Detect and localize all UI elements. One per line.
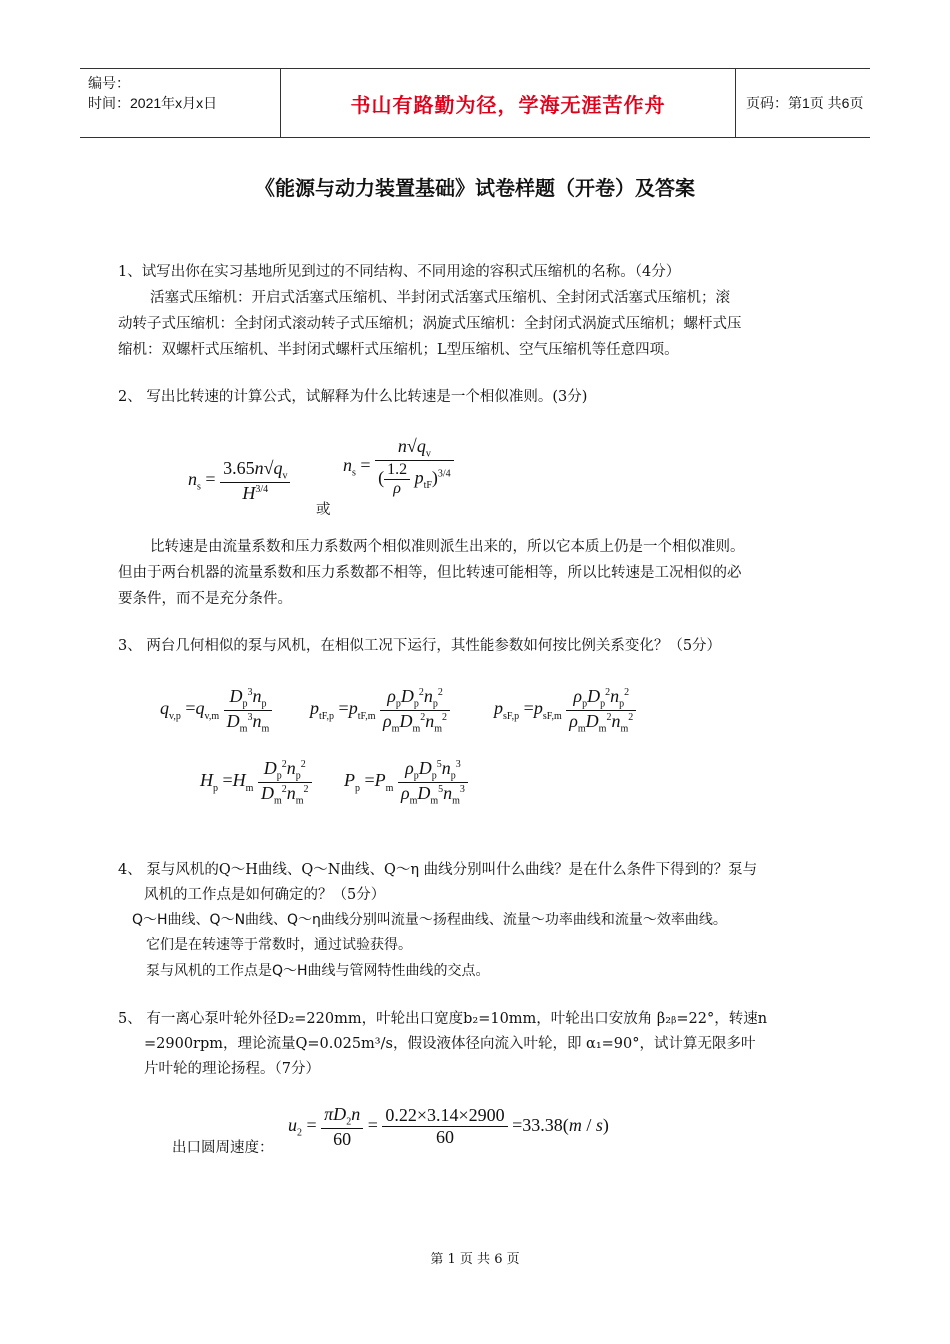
flow-similarity-formula: $q_{v,p} =q_{v,m}$ $\frac{D_p^3n_p}{D_m^3n_m}$ <box>160 686 272 734</box>
q2-question: 2、 写出比转速的计算公式，试解释为什么比转速是一个相似准则。(3分) <box>118 389 588 405</box>
q4-question-line1: 4、 泵与风机的Q～H曲线、Q～N曲线、Q～η 曲线分别叫什么曲线？是在什么条件下得到的？泵与 <box>118 862 758 878</box>
outlet-peripheral-speed-formula: $u_2$ = $\frac{\pi D_2n}{60}$ = $\frac{0.22\times 3.14\times 2900}{60}$ =33.38(m / s) <box>288 1104 609 1149</box>
motto: 书山有路勤为径，学海无涯苦作舟 <box>350 92 666 117</box>
total-pressure-similarity-formula: $p_{tF,p} =p_{tF,m}$ $\frac{\rho_pD_p^2n_p^2}{\rho_mD_m^2n_m^2}$ <box>310 686 450 734</box>
page-header <box>80 68 870 138</box>
power-similarity-formula: $P_p =P_m$ $\frac{\rho_pD_p^5n_p^3}{\rho_mD_m^5n_m^3}$ <box>344 758 468 806</box>
time-label: 时间：2021年x月x日 <box>88 95 218 111</box>
q4-answer-line2: 它们是在转速等于常数时，通过试验获得。 <box>146 937 412 953</box>
q3-question: 3、 两台几何相似的泵与风机，在相似工况下运行，其性能参数如何按比例关系变化？（5分） <box>118 638 722 654</box>
q5-question-line1: 5、 有一离心泵叶轮外径D₂=220mm，叶轮出口宽度b₂=10mm，叶轮出口安放角 β₂ᵦ=22°，转速n <box>118 1011 768 1027</box>
header-meta <box>88 73 217 113</box>
static-pressure-similarity-formula: $p_{sF,p} =p_{sF,m}$ $\frac{\rho_pD_p^2n_p^2}{\rho_mD_m^2n_m^2}$ <box>494 686 636 734</box>
q1-answer-line3: 缩机：双螺杆式压缩机、半封闭式螺杆式压缩机；L型压缩机、空气压缩机等任意四项。 <box>118 342 679 358</box>
q1-question: 1、试写出你在实习基地所见到过的不同结构、不同用途的容积式压缩机的名称。（4分） <box>118 264 681 280</box>
header-motto-cell <box>280 69 736 137</box>
q5-question-line2: =2900rpm，理论流量Q=0.025m³/s，假设液体径向流入叶轮，即 α₁=90°，试计算无限多叶 <box>144 1036 756 1052</box>
q1-answer-line2: 动转子式压缩机：全封闭式滚动转子式压缩机；涡旋式压缩机：全封闭式涡旋式压缩机；螺杆式压 <box>118 316 742 332</box>
specific-speed-formula-2: $n_s$ = $n√q_v$ ( $\frac{1.2}{\rho}$ $p_{tF})^{3/4}$ <box>343 436 454 498</box>
q2-answer-line3: 要条件，而不是充分条件。 <box>118 591 292 607</box>
number-label: 编号： <box>88 75 130 91</box>
specific-speed-formula-1: $n_s$ = $\frac{3.65n√q_v}{H^{3/4}}$ <box>188 458 290 504</box>
document-title: 《能源与动力装置基础》试卷样题（开卷）及答案 <box>255 176 695 200</box>
q2-answer-line1: 比转速是由流量系数和压力系数两个相似准则派生出来的，所以它本质上仍是一个相似准则。 <box>150 539 745 555</box>
head-similarity-formula: $H_p =H_m$ $\frac{D_p^2n_p^2}{D_m^2n_m^2}$ <box>200 758 312 806</box>
q5-question-line3: 片叶轮的理论扬程。（7分） <box>144 1061 320 1077</box>
q4-question-line2: 风机的工作点是如何确定的？（5分） <box>144 887 386 903</box>
q1-answer-line1: 活塞式压缩机：开启式活塞式压缩机、半封闭式活塞式压缩机、全封闭式活塞式压缩机；滚 <box>150 290 730 306</box>
outlet-speed-label: 出口圆周速度： <box>172 1140 274 1156</box>
q4-answer-line1: Q～H曲线、Q～N曲线、Q～η曲线分别叫流量～扬程曲线、流量～功率曲线和流量～效率曲线。 <box>132 912 727 928</box>
q2-answer-line2: 但由于两台机器的流量系数和压力系数都不相等，但比转速可能相等，所以比转速是工况相似的必 <box>118 565 742 581</box>
q4-answer-line3: 泵与风机的工作点是Q～H曲线与管网特性曲线的交点。 <box>146 963 490 979</box>
page-label: 页码：第1页 共6页 <box>746 95 864 111</box>
page-footer: 第 1 页 共 6 页 <box>430 1252 520 1267</box>
or-text: 或 <box>316 502 331 518</box>
